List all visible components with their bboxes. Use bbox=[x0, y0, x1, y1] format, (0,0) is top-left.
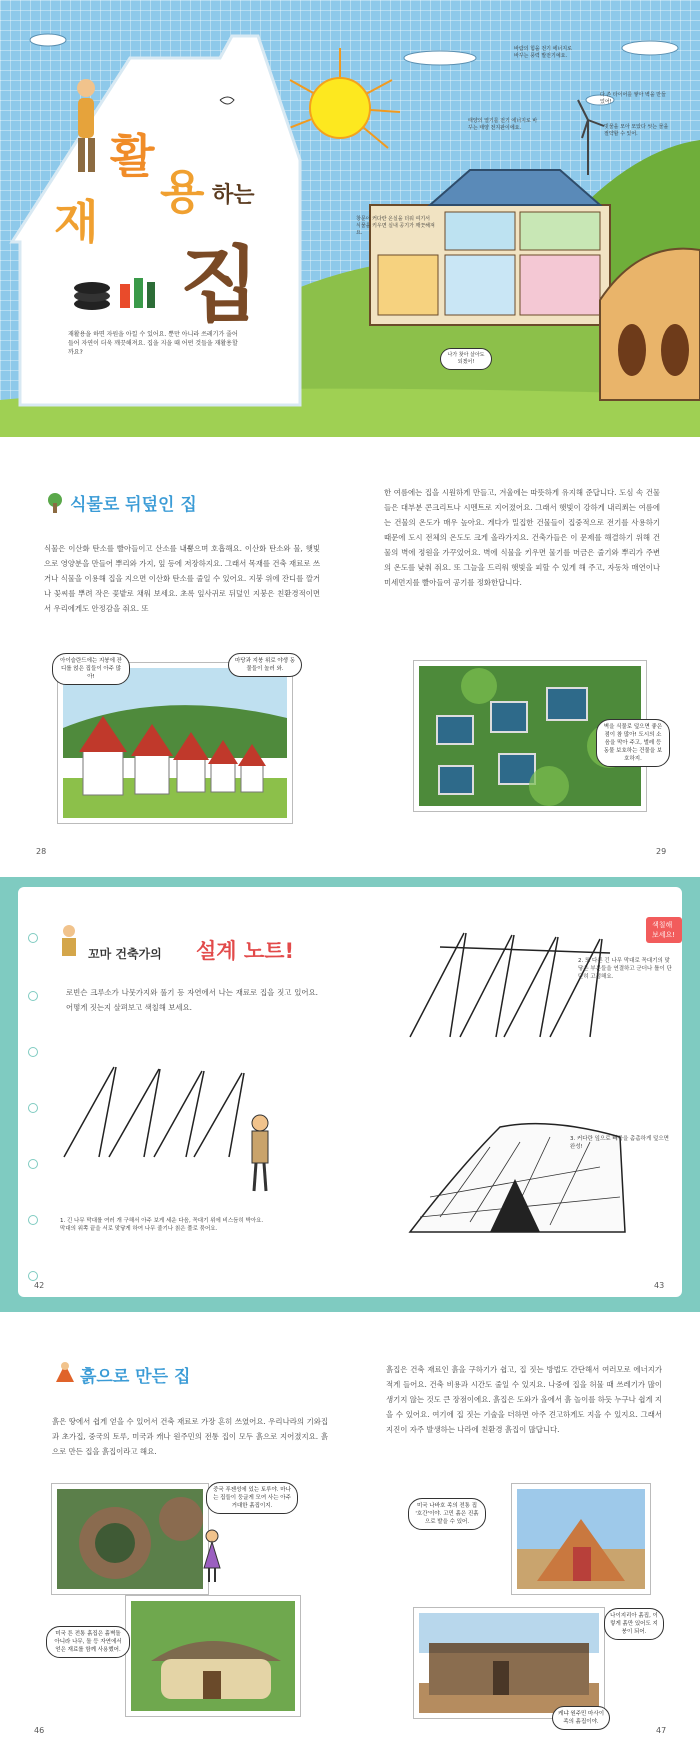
earth-heading: 흙으로 만든 집 bbox=[80, 1367, 191, 1387]
robinson-icon bbox=[240, 1113, 280, 1193]
binder-hole bbox=[28, 933, 38, 943]
note-intro: 로빈슨 크루소가 나뭇가지와 풀기 등 자연에서 나는 재료로 집을 짓고 있어요. 어떻게 짓는지 살펴보고 색칠해 보세요. bbox=[66, 988, 318, 1012]
callout-tire: 다 쓴 타이어를 쌓아 벽을 만들었어! bbox=[600, 92, 666, 105]
maasai-house-photo bbox=[414, 1608, 604, 1718]
plant-heading: 식물로 뒤덮인 집 bbox=[70, 495, 197, 515]
plant-bubble-1: 아이슬란드에는 지붕에 잔디를 얹은 집들이 아주 많아! bbox=[52, 653, 130, 685]
earth-bubble-5: 케냐 원주민 마사이 족의 흙집이야. bbox=[552, 1706, 610, 1730]
earth-bubble-2: 미국 튼 전통 흙집은 흙벽돌 아니라 나무, 돌 등 자연에서 얻은 재료를 함께 사용했어. bbox=[46, 1626, 130, 1658]
plant-right-text: 한 여름에는 집을 시원하게 만들고, 겨울에는 따뜻하게 유지해 준답니다. 도심 속 건물들은 대부분 콘크리트나 시멘트로 지어졌어요. 그래서 햇빛이 강하게 내리쬐는 여름에는 건물의 온도가 매우 높아요. 게다가 밀집한 건물들이 집중적으로 전기를 사용하기 때문에 도시 전체의 온도도 크게 올라가지요. 건축가들은 이 문제를 해결하기 위해 건물의 벽에 정원을 가꾸었어요. 벽에 식물을 키우면 물기를 머금은 줄기와 뿌리가 주변의 온도를 낮춰 줘요. 또 그늘을 드리워 햇빛을 피할 수 있게 해 주고, 자동차 매연이나 미세먼지를 빨아들여 공기를 정화한답니다. bbox=[384, 488, 660, 587]
cover-spread bbox=[0, 0, 700, 437]
callout-wind: 바람의 힘을 전기 에너지로 바꾸는 풍력 발전기예요. bbox=[514, 46, 572, 59]
binder-hole bbox=[28, 991, 38, 1001]
tulou-photo bbox=[52, 1484, 208, 1594]
page-number-left: 42 bbox=[34, 1281, 45, 1290]
callout-solar: 태양의 열기를 전기 에너지로 바꾸는 태양 전지판이에요. bbox=[468, 118, 538, 131]
page-number-right: 29 bbox=[656, 847, 667, 856]
earth-bubble-4: 나이지리아 흙집, 이렇게 흙만 있어도 지붕이 되어. bbox=[604, 1608, 664, 1640]
title-big: 집 bbox=[180, 238, 260, 333]
earth-bubble-3: 미국 나바호 족의 전통 집 '호간'이야. 고민 흙은 진흙으로 발을 수 있어. bbox=[408, 1498, 486, 1530]
page-number-left: 28 bbox=[36, 847, 47, 856]
step-2-text: 2. 또 다른 긴 나무 막대로 꼭대기의 맞닿은 부분들을 연결하고 군더나 틀이 단단히 고정해요. bbox=[578, 958, 672, 980]
title-char-2: 활 bbox=[110, 129, 155, 183]
earth-left-text: 흙은 땅에서 쉽게 얻을 수 있어서 건축 재료로 가장 흔히 쓰였어요. 우리나라의 기와집과 초가집, 중국의 토루, 미국과 캐나 원주민의 전통 집이 모두 흙으로 지어졌지요. 흙으로 만든 집을 흙집이라고 해요. bbox=[52, 1417, 328, 1456]
turf-house-photo bbox=[58, 663, 292, 823]
title-char-3: 용 bbox=[160, 165, 205, 219]
frame-sketch-1 bbox=[54, 1057, 264, 1167]
color-tag: 색칠해 보세요! bbox=[646, 917, 682, 943]
binder-hole bbox=[28, 1159, 38, 1169]
step-1-text: 1. 긴 나무 막대를 여러 개 구해서 아주 보게 세운 다음, 꼭대기 위에 비스듬히 박아요. 막대의 위쪽 끝을 서로 맞닿게 하여 나무 줄기나 칡은 풀로 묶어요. bbox=[60, 1218, 264, 1232]
page-number-right: 47 bbox=[656, 1726, 667, 1735]
note-heading-big: 설계 노트! bbox=[196, 939, 295, 963]
plant-bubble-3: 벽을 식물로 덮으면 좋은 점이 참 많아! 도시의 소음을 막아 주고, 벌레 등 동물 보호하는 건물을 보호하지. bbox=[596, 719, 670, 767]
binder-hole bbox=[28, 1047, 38, 1057]
page-number-right: 43 bbox=[654, 1281, 665, 1290]
design-note-spread bbox=[0, 877, 700, 1312]
notebook-page bbox=[18, 887, 682, 1297]
cover-intro: 재활용을 하면 자원을 아낄 수 있어요. 뿐만 아니라 쓰레기가 줄어들어 자연이 더욱 깨끗해져요. 집을 지을 때 어떤 것들을 재활용할까요? bbox=[68, 331, 238, 356]
binder-hole bbox=[28, 1271, 38, 1281]
builder-icon bbox=[54, 923, 84, 963]
hut-sketch bbox=[400, 1107, 630, 1237]
note-heading-small: 꼬마 건축가의 bbox=[88, 947, 162, 961]
cover-illustration bbox=[0, 0, 700, 437]
page-number-left: 46 bbox=[34, 1726, 45, 1735]
callout-bubble: 나가 찾아 살아도 되겠어! bbox=[440, 348, 492, 370]
hogan-photo bbox=[512, 1484, 650, 1594]
frame-sketch-2 bbox=[400, 927, 620, 1042]
earth-right-text: 흙집은 건축 재료인 흙을 구하기가 쉽고, 집 짓는 방법도 간단해서 여러모로 에너지가 적게 들어요. 건축 비용과 시간도 줄일 수 있지요. 나중에 집을 허물 때 쓰레기가 많이 생기지 않는 것도 큰 장점이에요. 흙집은 도와가 올에서 흙 놀이를 하듯 누구나 쉽게 지을 수 있어요. 여기에 집 짓는 기술을 더하면 아주 견고하게도 지을 수 있지요. 그래서 지진이 자주 발생하는 나라에 친환경 흙집이 많답니다. bbox=[386, 1365, 662, 1434]
binder-hole bbox=[28, 1103, 38, 1113]
title-char-1: 재 bbox=[54, 195, 99, 249]
step-3-text: 3. 커다란 잎으로 빼곡을 촘촘하게 덮으면 완성! bbox=[570, 1136, 669, 1150]
callout-greenhouse: 창문이 커다란 온실을 더워 여기서 식물을 키우면 실내 공기가 깨끗해져요. bbox=[356, 216, 435, 236]
girl-icon bbox=[200, 1528, 224, 1584]
cob-house-photo bbox=[126, 1596, 300, 1716]
callout-rain: 빗물을 모아 모았다 씻는 물을 절약할 수 있어. bbox=[604, 124, 669, 137]
earth-bubble-1: 중국 푸젠성에 있는 토루야. 마나는 집들이 둥글게 모여 사는 아주 거대한 흙집이지. bbox=[206, 1482, 298, 1514]
plant-left-text: 식물은 이산화 탄소를 빨아들이고 산소를 내뿜으며 호흡해요. 이산화 탄소와 물, 햇빛으로 영양분을 만들어 뿌리와 가지, 잎 등에 저장하지요. 그래서 목재를 건축 재료로 쓰거나 식물을 이용해 집을 지으면 이산화 탄소를 줄일 수 있어요. 지붕 위에 잔디를 깔거나 꽃씨를 뿌려 작은 꽃밭로 채워 보세요. 초록 잎사귀로 뒤덮인 지붕은 친환경적이면서 우리에게도 안정감을 줘요. 또 bbox=[44, 544, 320, 613]
earth-icon bbox=[54, 1360, 76, 1384]
binder-hole bbox=[28, 1215, 38, 1225]
plant-icon bbox=[44, 491, 66, 513]
plant-bubble-2: 마당과 지붕 위로 야생 동물들이 놀러 와. bbox=[228, 653, 302, 677]
sun-icon bbox=[284, 48, 400, 148]
earth-house-spread bbox=[0, 1312, 700, 1749]
plant-house-spread bbox=[0, 437, 700, 877]
title-small: 하는 bbox=[212, 183, 255, 208]
